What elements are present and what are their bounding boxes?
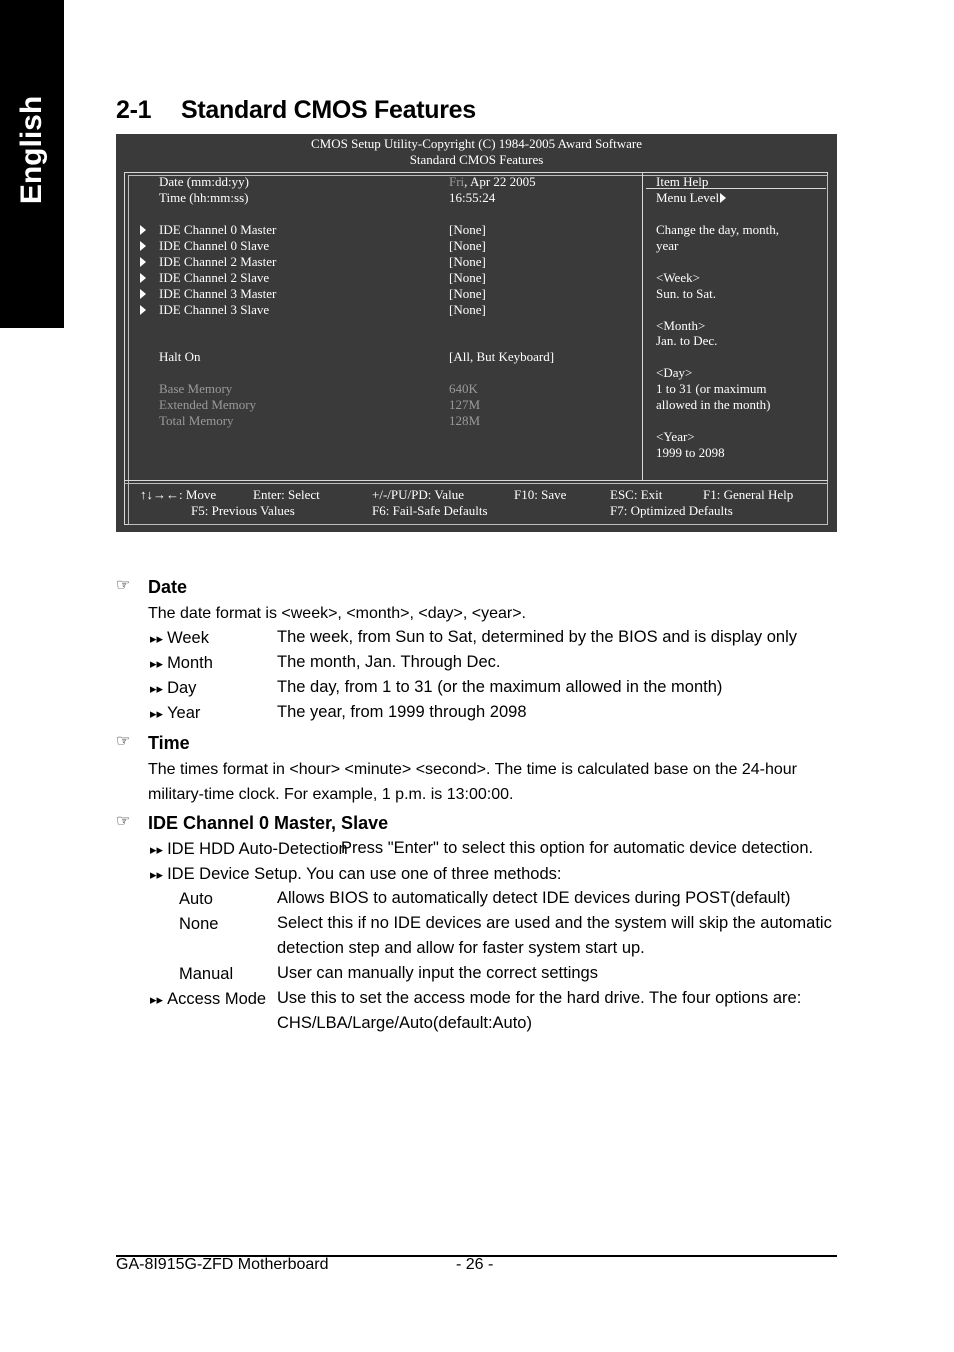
key-value: +/-/PU/PD: Value bbox=[372, 487, 464, 502]
help-line: Jan. to Dec. bbox=[656, 333, 718, 348]
date-value[interactable] bbox=[449, 174, 536, 190]
ide-auto-detect-label: IDE HDD Auto-Detection bbox=[167, 840, 348, 858]
week-label: Week bbox=[167, 629, 209, 647]
help-line: <Week> bbox=[656, 270, 700, 285]
section-title bbox=[116, 96, 476, 125]
help-line: year bbox=[656, 238, 679, 253]
key-failsafe-defaults: F6: Fail-Safe Defaults bbox=[372, 503, 488, 518]
submenu-arrow-icon bbox=[140, 257, 146, 267]
submenu-arrow-icon bbox=[140, 225, 146, 235]
date-day: Fri bbox=[449, 174, 465, 189]
ide-channel-0-slave-value[interactable]: [None] bbox=[449, 238, 486, 253]
ide-device-setup-item bbox=[150, 863, 561, 886]
option-auto-desc: Allows BIOS to automatically detect IDE devices during POST(default) bbox=[277, 889, 791, 907]
date-intro: The date format is <week>, <month>, <day>, <year>. bbox=[148, 605, 526, 622]
help-line: <Day> bbox=[656, 365, 693, 380]
menu-level-label: Menu Level bbox=[656, 190, 720, 205]
ide-auto-detect-item bbox=[150, 838, 348, 861]
hand-pointer-icon: ☞ bbox=[116, 577, 131, 594]
base-memory-label: Base Memory bbox=[159, 381, 233, 396]
double-arrow-icon: ▸▸ bbox=[150, 656, 164, 671]
week-item bbox=[150, 627, 209, 650]
date-heading: Date bbox=[148, 577, 188, 597]
key-exit: ESC: Exit bbox=[610, 487, 663, 502]
option-none-label: None bbox=[179, 915, 219, 933]
submenu-arrow-icon bbox=[140, 305, 146, 315]
bios-header-copyright: CMOS Setup Utility-Copyright (C) 1984-2005 Award Software bbox=[310, 136, 642, 151]
ide-channel-3-slave[interactable]: IDE Channel 3 Slave bbox=[159, 302, 270, 317]
halt-on-label[interactable]: Halt On bbox=[159, 349, 201, 364]
base-memory-value: 640K bbox=[449, 381, 478, 396]
date-rest: , Apr 22 2005 bbox=[464, 174, 536, 189]
ide-device-setup-text: IDE Device Setup. You can use one of three methods: bbox=[167, 865, 562, 883]
option-manual-desc: User can manually input the correct settings bbox=[277, 964, 598, 982]
language-side-tab bbox=[0, 0, 64, 328]
ide-channel-3-master[interactable]: IDE Channel 3 Master bbox=[159, 286, 277, 301]
time-line1: The times format in <hour> <minute> <second>. The time is calculated base on the 24-hour bbox=[148, 761, 797, 778]
section-number: 2-1 bbox=[116, 96, 152, 124]
month-item bbox=[150, 652, 213, 675]
year-desc: The year, from 1999 through 2098 bbox=[277, 703, 527, 721]
time-line2: military-time clock. For example, 1 p.m. is 13:00:00. bbox=[148, 786, 514, 803]
key-enter: Enter: Select bbox=[253, 487, 320, 502]
option-auto-label: Auto bbox=[179, 890, 213, 908]
week-desc: The week, from Sun to Sat, determined by the BIOS and is display only bbox=[277, 628, 798, 646]
footer-page-number: - 26 - bbox=[456, 1256, 494, 1273]
year-item bbox=[150, 702, 200, 725]
month-label: Month bbox=[167, 654, 213, 672]
extended-memory-label: Extended Memory bbox=[159, 397, 257, 412]
access-mode-label: Access Mode bbox=[167, 990, 267, 1008]
key-move: ↑↓→←: Move bbox=[140, 487, 217, 502]
bios-horizontal-divider-inner bbox=[124, 483, 828, 484]
option-none-desc-2: detection step and allow for faster system start up. bbox=[277, 939, 645, 957]
help-line: Sun. to Sat. bbox=[656, 286, 716, 301]
time-value[interactable]: 16:55:24 bbox=[449, 190, 496, 205]
double-arrow-icon: ▸▸ bbox=[150, 992, 164, 1007]
year-label: Year bbox=[167, 704, 201, 722]
double-arrow-icon: ▸▸ bbox=[150, 681, 164, 696]
total-memory-value: 128M bbox=[449, 413, 481, 428]
ide-channel-2-slave-value[interactable]: [None] bbox=[449, 270, 486, 285]
time-heading: Time bbox=[148, 733, 190, 753]
help-line: <Year> bbox=[656, 429, 695, 444]
bios-vertical-divider bbox=[642, 172, 643, 480]
month-desc: The month, Jan. Through Dec. bbox=[277, 653, 501, 671]
help-line: Change the day, month, bbox=[656, 222, 779, 237]
ide-channel-0-slave[interactable]: IDE Channel 0 Slave bbox=[159, 238, 270, 253]
option-manual-label: Manual bbox=[179, 965, 234, 983]
key-previous-values: F5: Previous Values bbox=[191, 503, 295, 518]
bios-screen bbox=[116, 134, 837, 532]
bios-header-title: Standard CMOS Features bbox=[409, 152, 544, 167]
help-line: 1 to 31 (or maximum bbox=[656, 381, 767, 396]
time-label[interactable]: Time (hh:mm:ss) bbox=[159, 190, 249, 205]
ide-channel-2-master-value[interactable]: [None] bbox=[449, 254, 486, 269]
ide-channel-3-master-value[interactable]: [None] bbox=[449, 286, 486, 301]
language-label: English bbox=[15, 95, 48, 205]
ide-heading: IDE Channel 0 Master, Slave bbox=[148, 813, 389, 833]
section-heading: Standard CMOS Features bbox=[181, 96, 476, 124]
submenu-arrow-icon bbox=[140, 273, 146, 283]
menu-level-arrow-icon bbox=[720, 193, 726, 203]
extended-memory-value: 127M bbox=[449, 397, 481, 412]
submenu-arrow-icon bbox=[140, 289, 146, 299]
halt-on-value[interactable]: [All, But Keyboard] bbox=[449, 349, 555, 364]
key-save: F10: Save bbox=[514, 487, 567, 502]
double-arrow-icon: ▸▸ bbox=[150, 842, 164, 857]
double-arrow-icon: ▸▸ bbox=[150, 867, 164, 882]
menu-level bbox=[656, 190, 726, 206]
ide-channel-2-slave[interactable]: IDE Channel 2 Slave bbox=[159, 270, 270, 285]
ide-channel-2-master[interactable]: IDE Channel 2 Master bbox=[159, 254, 277, 269]
option-none-desc: Select this if no IDE devices are used and the system will skip the automatic bbox=[277, 914, 832, 932]
hand-pointer-icon: ☞ bbox=[116, 733, 131, 750]
help-line: allowed in the month) bbox=[656, 397, 771, 412]
day-label: Day bbox=[167, 679, 197, 697]
access-mode-desc-2: CHS/LBA/Large/Auto(default:Auto) bbox=[277, 1014, 532, 1032]
access-mode-desc: Use this to set the access mode for the hard drive. The four options are: bbox=[277, 989, 802, 1007]
day-desc: The day, from 1 to 31 (or the maximum allowed in the month) bbox=[277, 678, 723, 696]
help-line: <Month> bbox=[656, 318, 706, 333]
day-item bbox=[150, 677, 196, 700]
ide-channel-0-master[interactable]: IDE Channel 0 Master bbox=[159, 222, 277, 237]
double-arrow-icon: ▸▸ bbox=[150, 631, 164, 646]
key-help: F1: General Help bbox=[703, 487, 794, 502]
footer-model: GA-8I915G-ZFD Motherboard bbox=[116, 1256, 329, 1273]
ide-channel-0-master-value[interactable]: [None] bbox=[449, 222, 486, 237]
help-line: 1999 to 2098 bbox=[656, 445, 725, 460]
access-mode-item bbox=[150, 988, 266, 1011]
submenu-arrow-icon bbox=[140, 241, 146, 251]
ide-auto-detect-desc: Press "Enter" to select this option for automatic device detection. bbox=[341, 839, 814, 857]
double-arrow-icon: ▸▸ bbox=[150, 706, 164, 721]
ide-channel-3-slave-value[interactable]: [None] bbox=[449, 302, 486, 317]
hand-pointer-icon: ☞ bbox=[116, 813, 131, 830]
item-help-title: Item Help bbox=[656, 174, 709, 189]
total-memory-label: Total Memory bbox=[159, 413, 234, 428]
key-optimized-defaults: F7: Optimized Defaults bbox=[610, 503, 733, 518]
bios-horizontal-divider bbox=[124, 480, 828, 481]
date-label[interactable]: Date (mm:dd:yy) bbox=[159, 174, 249, 189]
